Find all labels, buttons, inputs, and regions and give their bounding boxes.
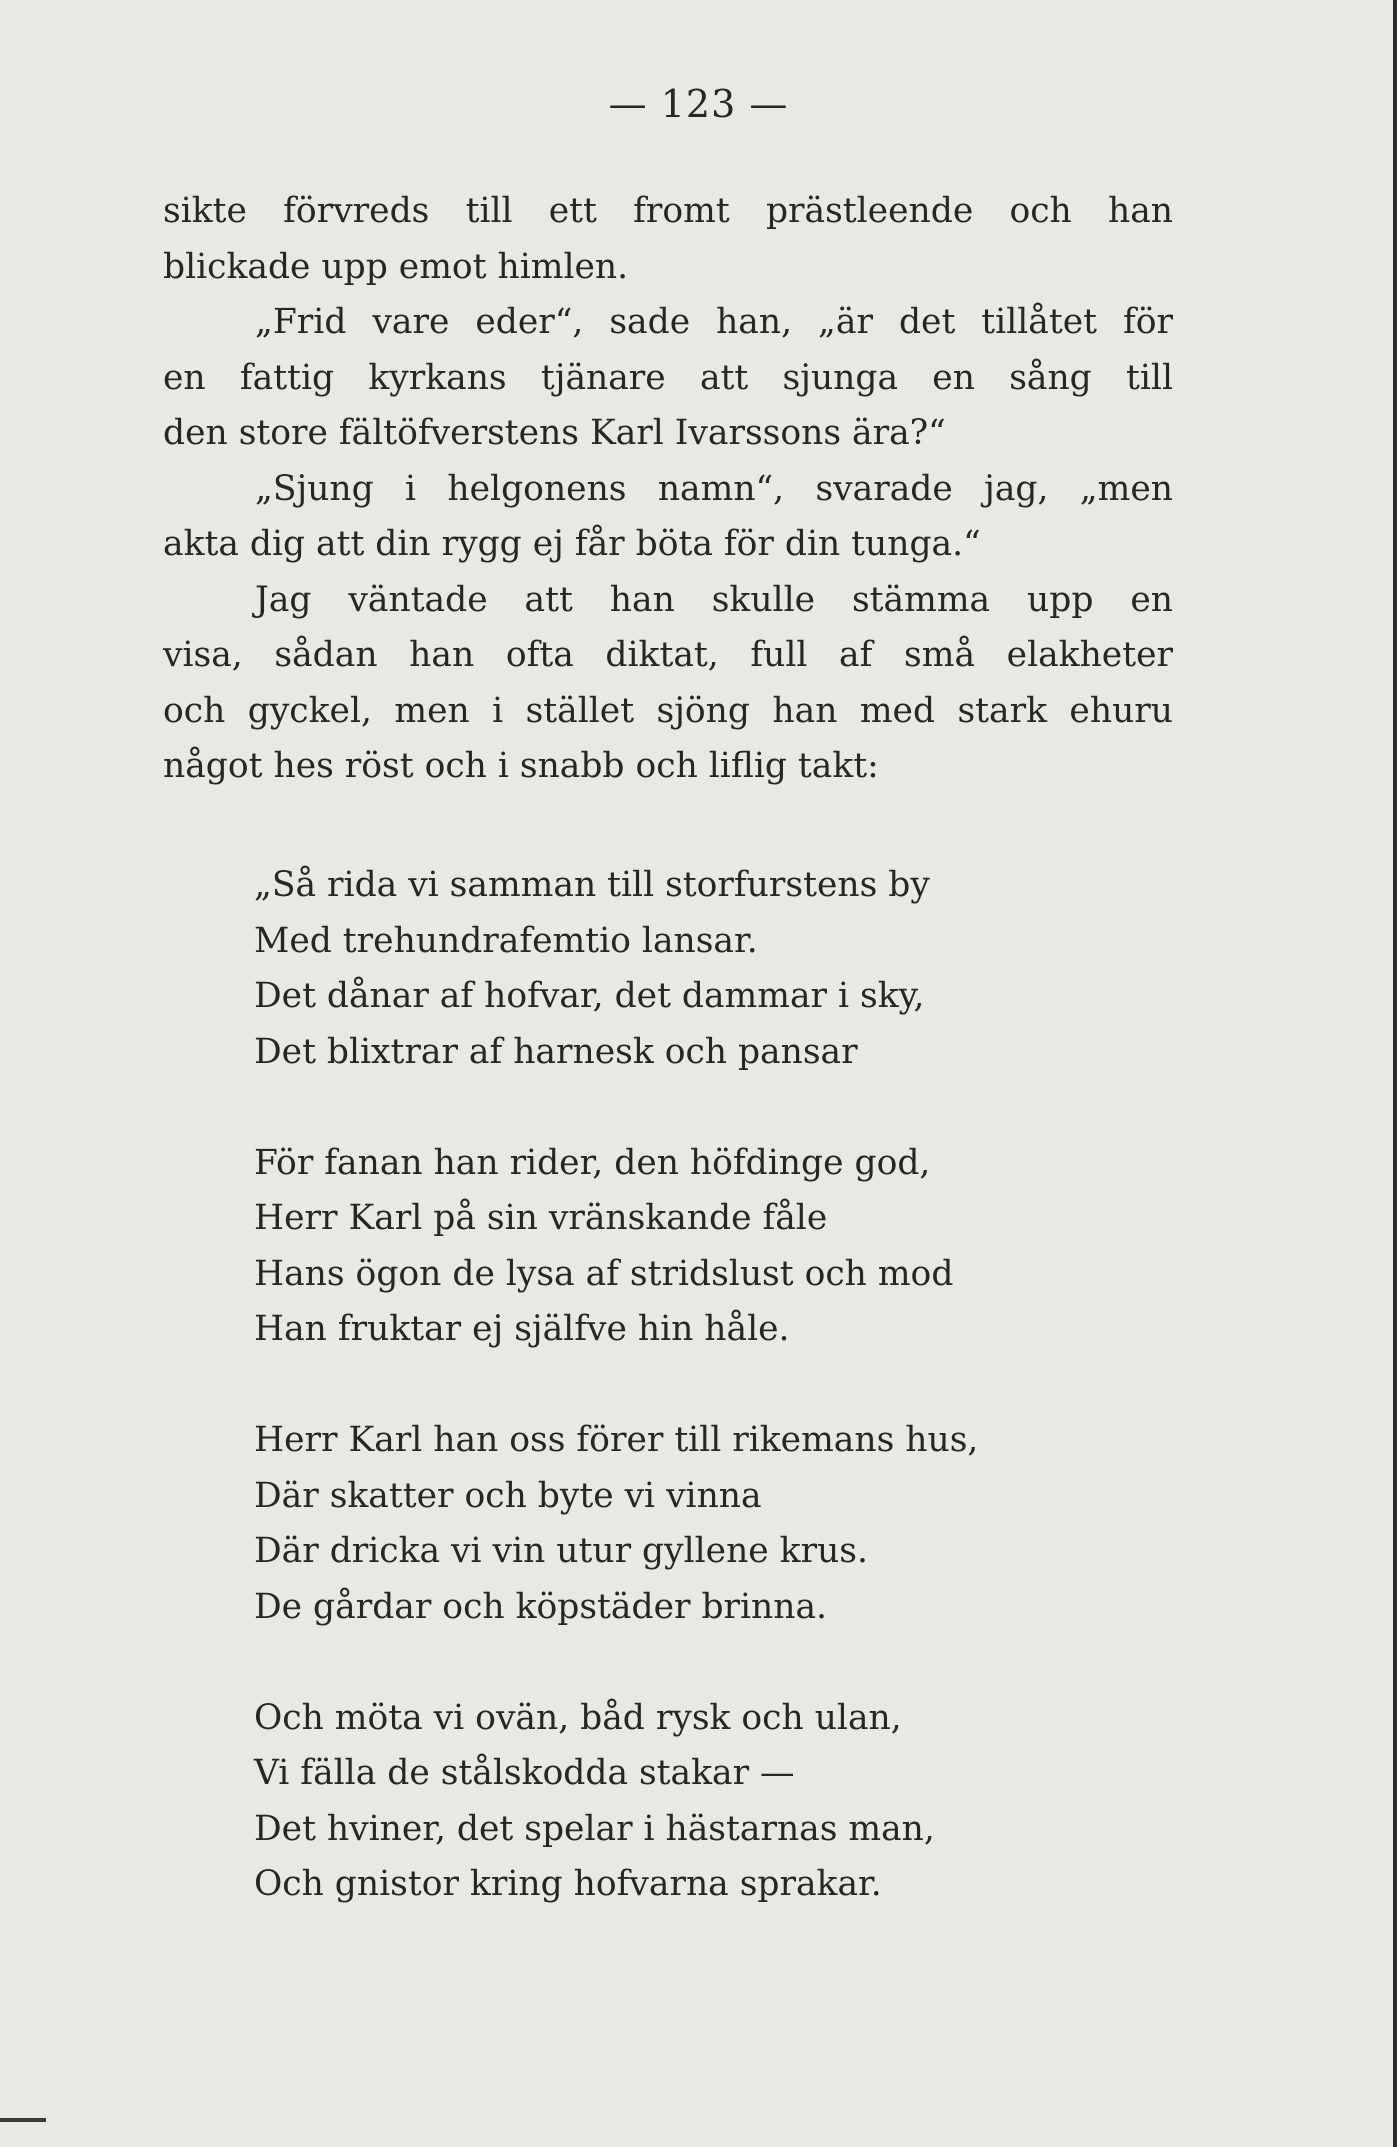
prose-line: „Frid vare eder“, sade han, „är det tillåtet för [255, 302, 1173, 342]
verse-line: Herr Karl han oss förer till rikemans hus, [254, 1420, 979, 1460]
stanza [254, 858, 1154, 1080]
verse-line: Herr Karl på sin vränskande fåle [254, 1198, 828, 1238]
page-number: — 123 — [608, 82, 789, 126]
stanza [254, 1691, 1154, 1913]
verse-line: Hans ögon de lysa af stridslust och mod [254, 1253, 954, 1294]
verse-line: Det dånar af hofvar, det dammar i sky, [254, 976, 925, 1016]
prose-line: visa, sådan han ofta diktat, full af små elakheter [163, 635, 1173, 675]
prose-line: blickade upp emot himlen. [163, 246, 629, 287]
stanza [254, 1413, 1154, 1635]
prose-line: „Sjung i helgonens namn“, svarade jag, „men [255, 468, 1173, 509]
prose-block [163, 184, 1173, 795]
verse-line: Det blixtrar af harnesk och pansar [254, 1031, 858, 1072]
prose-line: en fattig kyrkans tjänare att sjunga en sång till [163, 357, 1173, 398]
verse-line: Och gnistor kring hofvarna sprakar. [254, 1864, 882, 1904]
prose-line: sikte förvreds till ett fromt prästleende och han [163, 191, 1173, 231]
verse-line: Det hviner, det spelar i hästarnas man, [254, 1808, 935, 1849]
verse-line: „Så rida vi samman till storfurstens by [254, 865, 930, 905]
page-edge-shadow [1393, 0, 1397, 2147]
stanza [254, 1136, 1154, 1358]
verse-line: Vi fälla de stålskodda stakar — [254, 1753, 795, 1793]
prose-line: något hes röst och i snabb och liflig takt: [163, 746, 879, 786]
scan-edge-mark [0, 2118, 46, 2122]
verse-line: Där skatter och byte vi vinna [254, 1475, 762, 1516]
verse-line: För fanan han rider, den höfdinge god, [254, 1142, 931, 1183]
verse-line: Där dricka vi vin utur gyllene krus. [254, 1531, 868, 1571]
prose-line: den store fältöfverstens Karl Ivarssons ära?“ [163, 413, 946, 453]
poem [254, 858, 1154, 1968]
verse-line: Med trehundrafemtio lansar. [254, 920, 758, 961]
prose-line: Jag väntade att han skulle stämma upp en [255, 579, 1173, 620]
verse-line: Han fruktar ej själfve hin håle. [254, 1309, 790, 1349]
verse-line: De gårdar och köpstäder brinna. [254, 1586, 828, 1627]
prose-line: och gyckel, men i stället sjöng han med stark ehuru [163, 690, 1173, 731]
prose-line: akta dig att din rygg ej får böta för din tunga.“ [163, 524, 981, 564]
verse-line: Och möta vi ovän, båd rysk och ulan, [254, 1697, 902, 1738]
